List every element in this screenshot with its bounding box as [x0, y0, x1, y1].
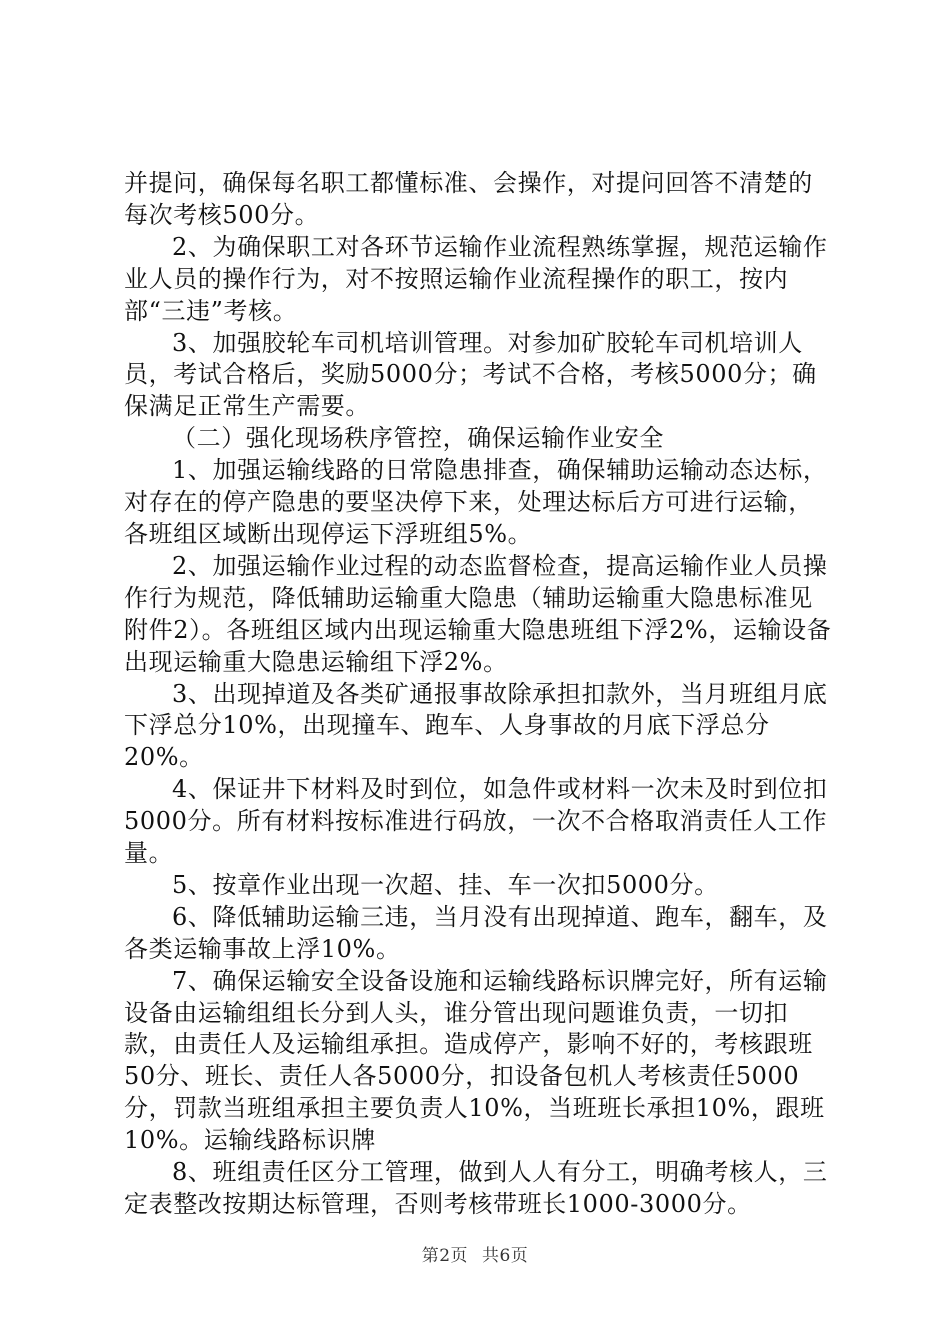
paragraph-9: 6、降低辅助运输三违，当月没有出现掉道、跑车，翻车，及各类运输事故上浮10%。 — [124, 902, 828, 963]
page-number-label: 第2页 — [421, 1246, 469, 1266]
paragraph-6: 3、出现掉道及各类矿通报事故除承担扣款外，当月班组月底下浮总分10%，出现撞车、跑车、人身事故的月底下浮总分20%。 — [124, 679, 828, 772]
paragraph-10: 7、确保运输安全设备设施和运输线路标识牌完好，所有运输设备由运输组组长分到人头，谁分管出现问题谁负责，一切扣款，由责任人及运输组承担。造成停产，影响不好的，考核跟班50分、班长、责任人各5000分，扣设备包机人考核责任5000分，罚款当班组承担主要负责人10%，当班班长承担10%，跟班10%。运输线路标识牌 — [124, 966, 828, 1155]
paragraph-11: 8、班组责任区分工管理，做到人人有分工，明确考核人，三定表整改按期达标管理，否则考核带班长1000-3000分。 — [124, 1158, 828, 1218]
page-total-label: 共6页 — [481, 1246, 529, 1266]
paragraph-8: 5、按章作业出现一次超、挂、车一次扣5000分。 — [172, 870, 719, 899]
paragraph-2: 3、加强胶轮车司机培训管理。对参加矿胶轮车司机培训人员，考试合格后，奖励5000分；考试不合格，考核5000分；确保满足正常生产需要。 — [124, 328, 817, 421]
paragraph-0: 并提问，确保每名职工都懂标准、会操作，对提问回答不清楚的每次考核500分。 — [124, 169, 813, 229]
section-heading: （二）强化现场秩序管控，确保运输作业安全 — [172, 424, 664, 453]
paragraph-7: 4、保证井下材料及时到位，如急件或材料一次未及时到位扣5000分。所有材料按标准进行码放，一次不合格取消责任人工作量。 — [124, 775, 828, 868]
document-body — [124, 168, 834, 1221]
paragraph-5: 2、加强运输作业过程的动态监督检查，提高运输作业人员操作行为规范，降低辅助运输重大隐患（辅助运输重大隐患标准见附件2）。各班组区域内出现运输重大隐患班组下浮2%，运输设备出现运输重大隐患运输组下浮2%。 — [124, 551, 832, 676]
page-footer — [0, 1241, 950, 1266]
paragraph-4: 1、加强运输线路的日常隐患排查，确保辅助运输动态达标，对存在的停产隐患的要坚决停下来，处理达标后方可进行运输，各班组区域断出现停运下浮班组5%。 — [124, 456, 828, 548]
paragraph-1: 2、为确保职工对各环节运输作业流程熟练掌握，规范运输作业人员的操作行为，对不按照运输作业流程操作的职工，按内部“三违”考核。 — [124, 232, 828, 325]
